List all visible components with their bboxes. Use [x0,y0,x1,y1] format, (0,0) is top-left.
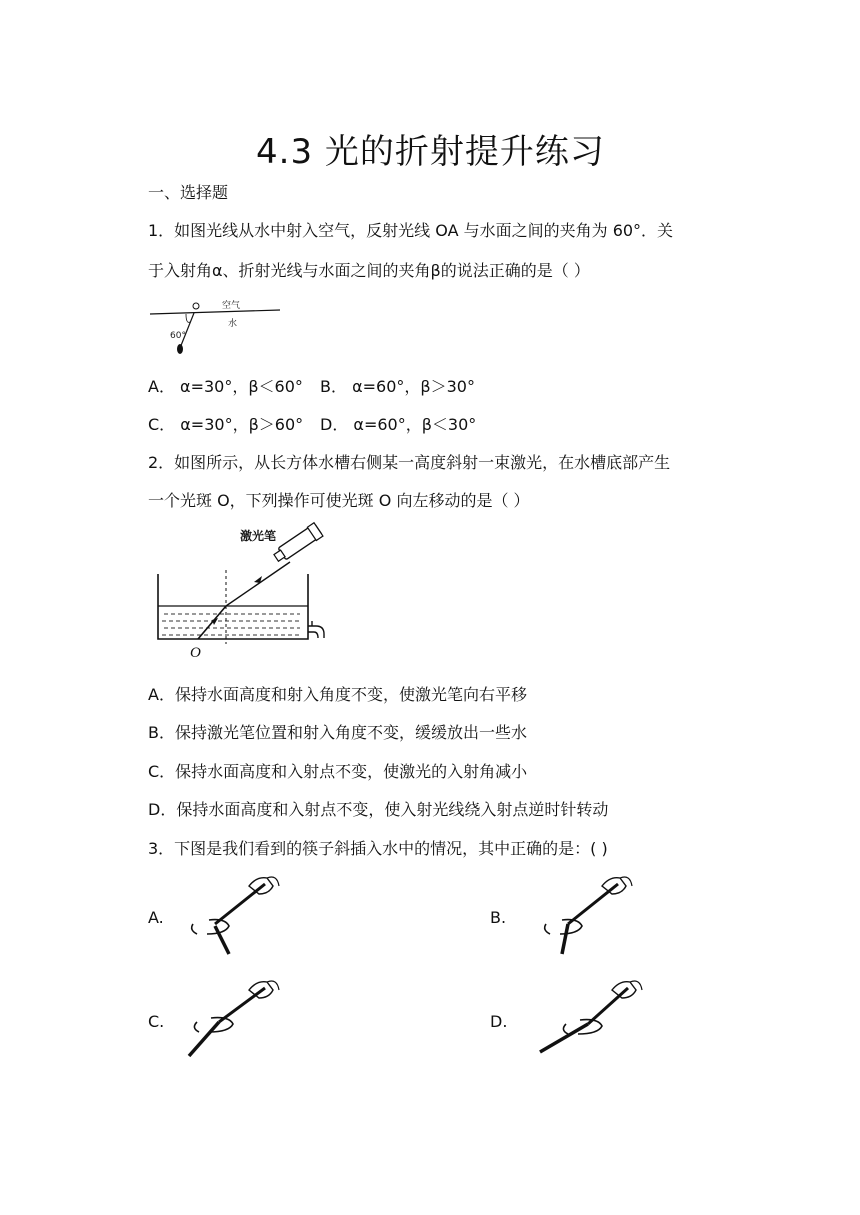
arrow-refracted [212,618,218,625]
water-surface-line [150,310,280,314]
q2-option-b: B．保持激光笔位置和射入角度不变，缓缓放出一些水 [148,723,527,742]
drain-faucet [308,626,324,638]
incident-laser [226,562,290,606]
ray-source-marker [177,344,183,354]
q2-option-a: A．保持水面高度和射入角度不变，使激光笔向右平移 [148,685,527,704]
fig1-air-label: 空气 [222,301,241,311]
q3-option-b-label: B. [490,908,507,927]
chopstick-figure-a [185,872,285,960]
chopstick-figure-d [538,976,648,1064]
water-texture [162,614,302,635]
q1-text-line2: 于入射角α、折射光线与水面之间的夹角β的说法正确的是（ ） [148,261,590,280]
fig1-water-label: 水 [228,319,238,329]
q2-text-line1: 2．如图所示，从长方体水槽右侧某一高度斜射一束激光，在水槽底部产生 [148,453,671,472]
q3-option-a-label: A. [148,908,164,927]
q1-option-c: C． α=30°，β＞60° [148,415,304,434]
fig1-angle-label: 60° [170,331,186,341]
section-heading: 一、选择题 [148,183,229,202]
q1-text-line1: 1．如图光线从水中射入空气，反射光线 OA 与水面之间的夹角为 60°．关 [148,221,674,240]
laser-pen [272,523,323,565]
page-title: 4.3 光的折射提升练习 [256,132,605,172]
angle-arc [186,314,190,322]
laser-pen-label: 激光笔 [240,529,277,543]
q2-option-c: C．保持水面高度和入射点不变，使激光的入射角减小 [148,762,528,781]
q3-option-d-label: D. [490,1012,508,1031]
refracted-laser [198,606,226,639]
q3-option-c-label: C. [148,1012,165,1031]
q1-option-d: D． α=60°，β＜30° [320,415,477,434]
q2-text-line2: 一个光斑 O，下列操作可使光斑 O 向左移动的是（ ） [148,491,530,510]
q2-option-d: D．保持水面高度和入射点不变，使入射光线绕入射点逆时针转动 [148,800,609,819]
q3-text: 3．下图是我们看到的筷子斜插入水中的情况，其中正确的是：( ) [148,839,608,858]
q1-figure [150,296,290,356]
q1-option-b: B． α=60°，β＞30° [320,377,475,396]
q2-figure [150,526,350,661]
point-o [193,303,199,309]
chopstick-figure-c [185,976,285,1064]
chopstick-figure-b [538,872,638,960]
spot-o-label: O [190,645,201,661]
q1-option-a: A． α=30°，β＜60° [148,377,303,396]
